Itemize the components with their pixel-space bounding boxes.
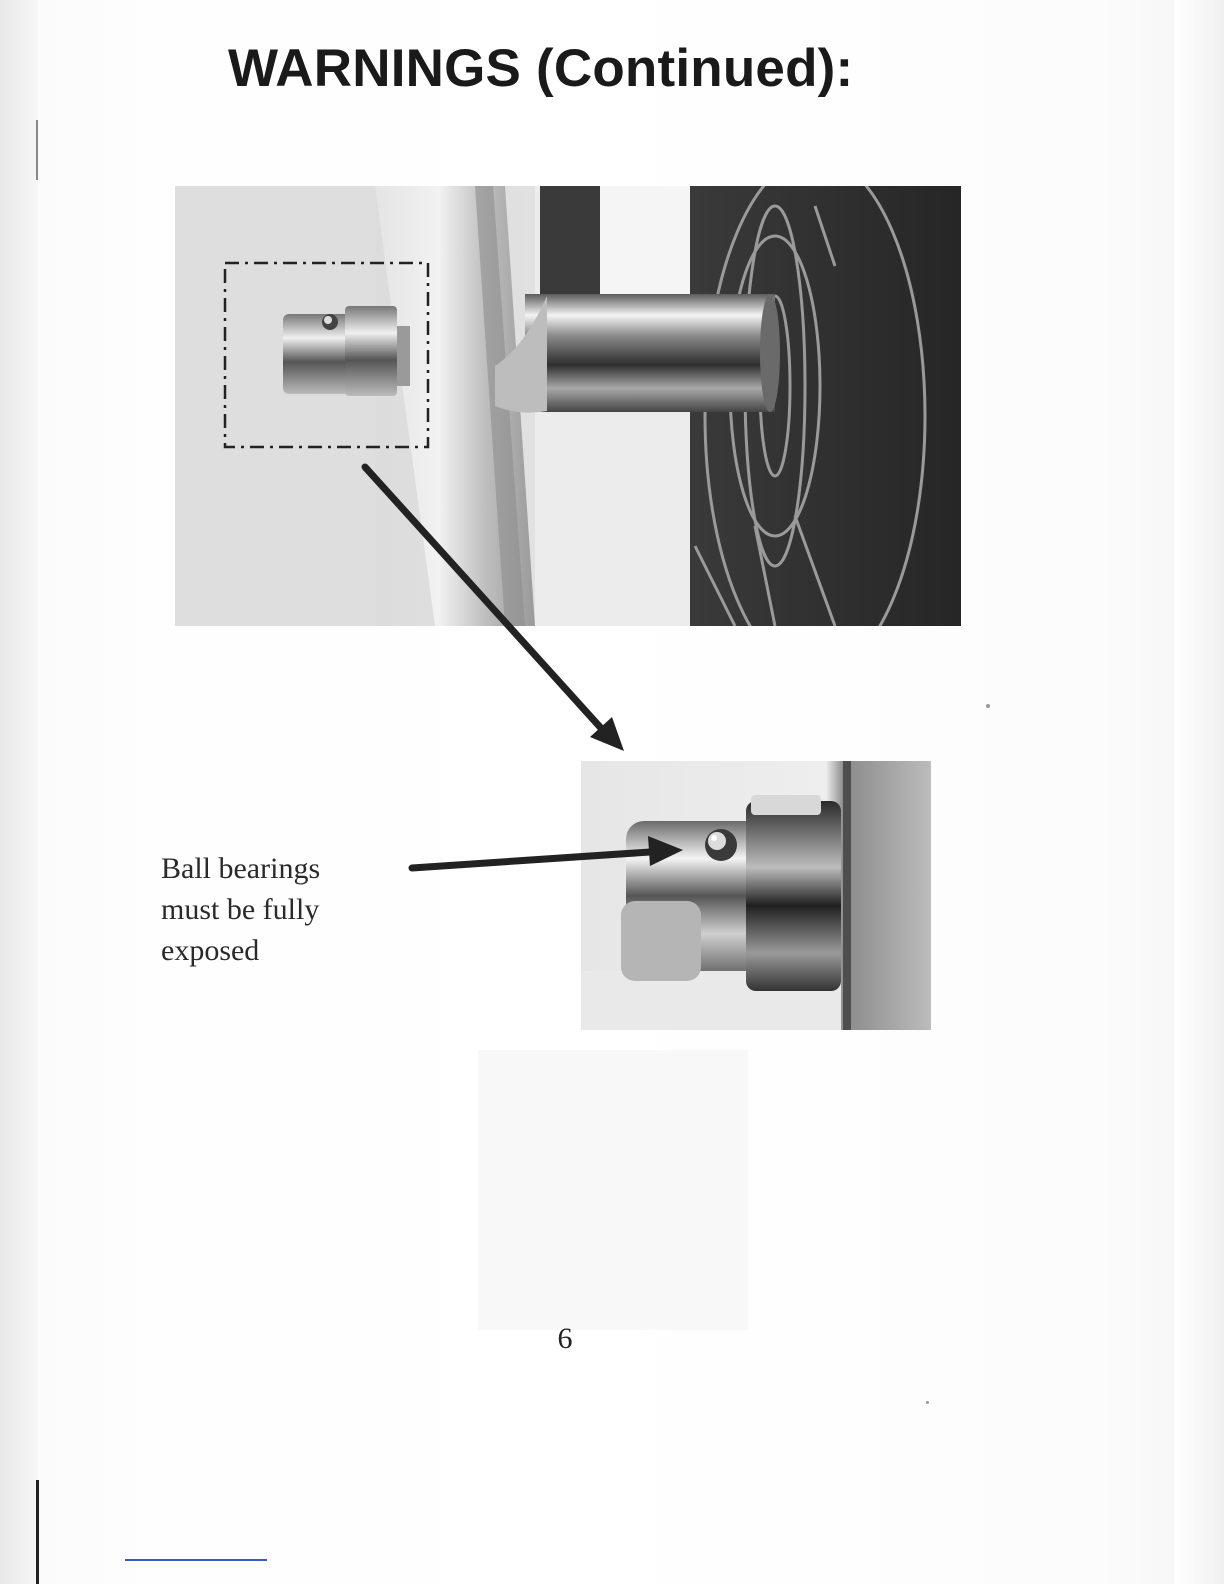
scan-speck <box>986 704 990 708</box>
page-number: 6 <box>557 1322 573 1355</box>
callout-line: exposed <box>161 934 260 967</box>
zoom-arrow-icon <box>365 467 624 751</box>
page-title: WARNINGS (Continued): <box>228 39 854 98</box>
footer-rule <box>125 1559 267 1561</box>
callout-arrow-icon <box>412 836 683 868</box>
callout-line: must be fully <box>161 893 320 926</box>
callout-line: Ball bearings <box>161 852 321 885</box>
ball-bearings-callout <box>161 848 391 971</box>
scan-speck <box>926 1401 929 1404</box>
